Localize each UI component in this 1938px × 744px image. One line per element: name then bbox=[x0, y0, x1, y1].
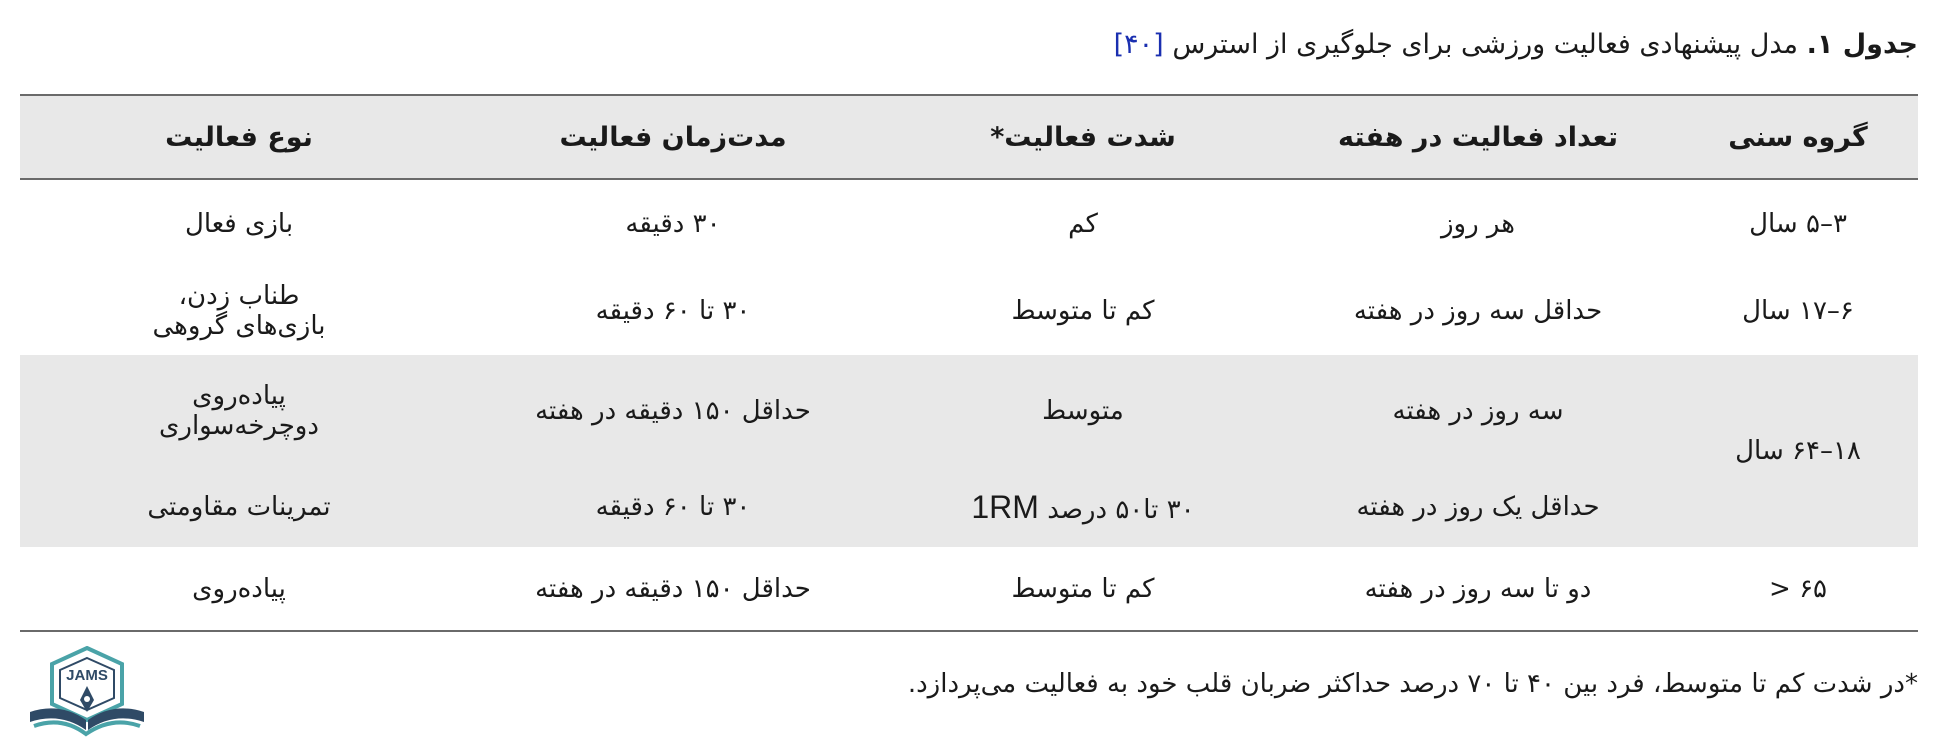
cell-age: ۶–۱۷ سال bbox=[1742, 296, 1854, 326]
header-activity-type: نوع فعالیت bbox=[20, 95, 458, 179]
table-row bbox=[20, 467, 1918, 547]
header-age-group: گروه سنی bbox=[1678, 95, 1918, 179]
cell-duration: ۳۰ تا ۶۰ دقیقه bbox=[595, 296, 751, 326]
cell-intensity: کم تا متوسط bbox=[1011, 296, 1155, 326]
jams-logo-icon bbox=[20, 646, 154, 742]
cell-intensity: متوسط bbox=[1042, 396, 1124, 426]
cell-age: ۶۵ < bbox=[1678, 547, 1918, 631]
table-caption bbox=[20, 26, 1918, 64]
activity-line: دوچرخه‌سواری bbox=[159, 411, 319, 441]
intensity-percent: ۳۰ تا۵۰ درصد bbox=[1047, 494, 1195, 525]
activity-line: بازی فعال bbox=[184, 208, 294, 239]
table-header-row bbox=[20, 95, 1918, 179]
cell-duration: حداقل ۱۵۰ دقیقه در هفته bbox=[535, 396, 811, 426]
cell-age: ۱۸–۶۴ سال bbox=[1735, 436, 1861, 466]
activity-table bbox=[20, 94, 1918, 632]
activity-line: تمرینات مقاومتی bbox=[147, 492, 331, 522]
intensity-unit: 1RM bbox=[971, 488, 1039, 525]
cell-activity-type bbox=[20, 179, 458, 267]
cell-intensity: کم تا متوسط bbox=[888, 547, 1278, 631]
table-row bbox=[20, 547, 1918, 631]
header-intensity: شدت فعالیت* bbox=[888, 95, 1278, 179]
table-row bbox=[20, 355, 1918, 467]
caption-text: مدل پیشنهادی فعالیت ورزشی برای جلوگیری از استرس bbox=[1172, 29, 1798, 60]
header-duration: مدت‌زمان فعالیت bbox=[458, 95, 888, 179]
cell-activity-type bbox=[20, 267, 458, 355]
cell-frequency: دو تا سه روز در هفته bbox=[1278, 547, 1678, 631]
table-footnote: *در شدت کم تا متوسط، فرد بین ۴۰ تا ۷۰ درصد حداکثر ضربان قلب خود به فعالیت می‌پردازد. bbox=[907, 669, 1918, 699]
cell-frequency: هر روز bbox=[1441, 208, 1515, 239]
cell-duration: ۳۰ تا ۶۰ دقیقه bbox=[595, 492, 751, 522]
cell-duration: حداقل ۱۵۰ دقیقه در هفته bbox=[458, 547, 888, 631]
header-frequency: تعداد فعالیت در هفته bbox=[1278, 95, 1678, 179]
table-row bbox=[20, 267, 1918, 355]
activity-line: بازی‌های گروهی bbox=[152, 311, 326, 341]
activity-line: پیاده‌روی bbox=[192, 381, 286, 411]
activity-line: پیاده‌روی bbox=[192, 573, 286, 604]
cell-activity-type bbox=[20, 547, 458, 631]
logo-text: JAMS bbox=[66, 667, 108, 684]
cell-frequency: سه روز در هفته bbox=[1392, 396, 1564, 426]
cell-intensity bbox=[888, 467, 1278, 547]
cell-frequency: حداقل یک روز در هفته bbox=[1356, 492, 1600, 522]
caption-label: جدول ۱. bbox=[1806, 29, 1918, 60]
cell-frequency: حداقل سه روز در هفته bbox=[1353, 296, 1603, 326]
cell-activity-type bbox=[20, 467, 458, 547]
caption-reference-link[interactable]: [۴۰] bbox=[1113, 29, 1164, 60]
cell-age: ۳–۵ سال bbox=[1749, 208, 1847, 239]
activity-line: طناب زدن، bbox=[178, 281, 300, 311]
cell-duration: ۳۰ دقیقه bbox=[625, 208, 721, 239]
cell-intensity: کم bbox=[1068, 208, 1098, 239]
cell-activity-type bbox=[20, 355, 458, 467]
table-row bbox=[20, 179, 1918, 267]
